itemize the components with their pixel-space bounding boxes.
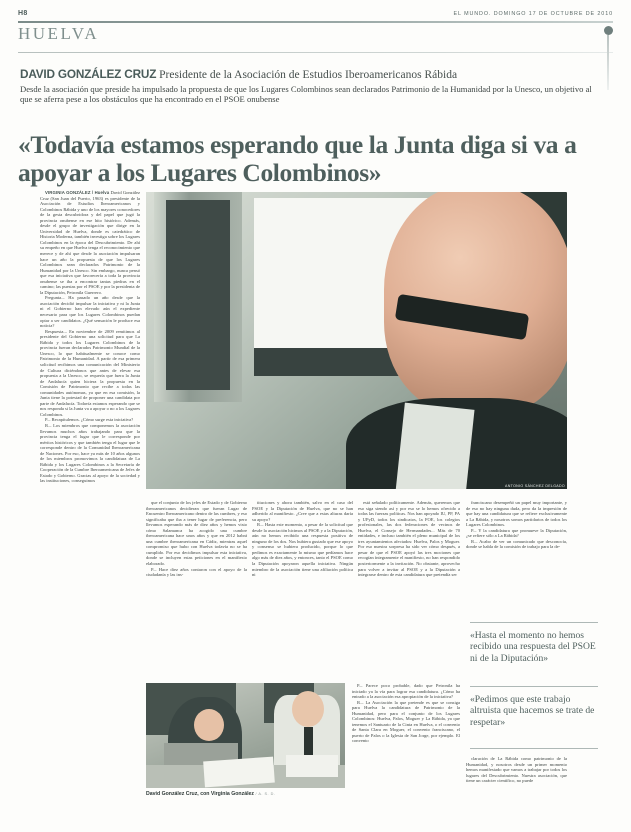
paragraph: P.– Hace diez años contaron con el apoyo de la ciudadanía y las ins- <box>146 566 247 578</box>
paragraph: R.– La Asociación la que pretende es que se consiga para Huelva la candidatura de Patrimonio de la Humanidad, pero para el conjunto de los Lugares Colombinos: Huelva, Palos, Moguer y La Rábida, ya que tenemos el Santuario de la Cinta en Huelva, o el convento de Santa Clara en Moguer, el convento franciscano, el puerto de Palos o la Iglesia de San Jorge, por ejemplo. El convento <box>352 699 460 744</box>
page-number: H8 <box>18 10 28 17</box>
main-photo <box>146 192 567 489</box>
standfirst: Desde la asociación que preside ha impulsado la propuesta de que los Lugares Colombinos sean declarados Patrimonio de la Humanidad por la Unesco, un objetivo al que se aferra pese a los obstáculos que ha encontrado en el PSOE onubense <box>20 84 592 105</box>
paragraph: R.– Hasta este momento, a pesar de la solicitud que desde la asociación hicimos al PSOE y a la Diputación, aún no hemos recibido una respuesta positiva de ninguno de los dos. Nos hubiera gustado que ese apoyo y consenso se hubiera producido, porque lo que pedimos es exactamente lo mismo que pedíamos hace algo más de diez años, y entonces, tanto el PSOE como la Diputación apoyaron aquella iniciativa. Ningún miembro de la asociación tiene una afiliación política ni <box>252 522 353 578</box>
paragraph: R.– Los miembros que componemos la asociación llevamos muchos años trabajando para que la provincia tenga el lugar que le corresponde por méritos históricos y que también tenga el lugar que le corresponde dentro de la Comunidad Iberoamericana de Naciones. Por eso, hace ya más de 10 años algunos de los miembros promovimos la candidatura de La Rábida y los Lugares Colombinos a la Secretaría de Cooperación de la Cumbre Iberoamericana de Jefes de Estado y Gobierno. Gracias al apoyo de la sociedad y las instituciones, conseguimos <box>40 422 140 484</box>
edge-marker-dot-icon <box>604 26 613 35</box>
caption-text: David González Cruz, con Virginia González <box>146 791 254 797</box>
paragraph-lead: VIRGINIA GONZÁLEZ / Huelva David González Cruz (San Juan del Puerto, 1963) es presidente de la Asociación de Estudios Iberoamericanos y Colombinos Rábida y uno de los mayores conocedores de la gesta descubridora y del papel que jugó la provincia onubense en ese hito histórico. Además, desde el grupo de investigación que dirige en la Universidad de Huelva, donde es catedrático de Historia Moderna, también investiga sobre los Lugares Colombinos en la época del Descubrimiento. De ahí su empeño en que Huelva tenga el reconocimiento que merece y de ahí que desde la asociación impulsaran hace un año la propuesta de que los Lugares Colombinos sean declarados Patrimonio de la Humanidad por la Unesco. Sin embargo, nunca pensó que esa iniciativa que favorecería a toda la provincia onubense se iba a encontrar tantas piedras en el camino; las puestas por el PSOE y por la presidenta de la Diputación, Petronila Guerrero. <box>40 190 141 295</box>
paragraph: P.– Parece poco probable, dado que Petronila ha iniciado ya la vía para lograr esa candidatura. ¿Cómo ha entrado a la asociación esa apropiación de la iniciativa? <box>352 683 460 700</box>
byline <box>20 68 596 82</box>
paragraph: está señalado políticamente. Además, queremos que eso siga siendo así y por eso se lo hemos ofrecido a todas las fuerzas políticas. Nos han apoyado IU, PP, PA y UPyD, todos los sindicatos, la FOE, los colegios profesionales, las dos federaciones de vecinos de Huelva, el Consejo de Hermandades... Más de 70 entidades, e incluso también el pleno municipal de los tres ayuntamientos afectados: Huelva, Palos y Moguer. Por eso nuestra sorpresa ha sido ver cómo después, a pesar de que el PSOE apoyó las tres mociones que recogían íntegramente el manifiesto, no han respondido posteriormente a la invitación. No obstante, aprovecho para volver a invitar al PSOE y a la Diputación a integrarse dentro de esta candidatura que pretendía ser <box>358 500 460 578</box>
body-column-3 <box>252 500 353 578</box>
caption-credit: / A. S. D. <box>255 792 276 796</box>
edge-marker-line <box>607 35 609 90</box>
pullquote-divider <box>470 686 598 687</box>
paragraph-text: David González Cruz (San Juan del Puerto, 1963) es presidente de la Asociación de Estudios Iberoamericanos y Colombinos Rábida y uno de los mayores conocedores de la gesta descubridora y del papel que jugó la provincia onubense en ese hito histórico. Además, desde el grupo de investigación que dirige en la Universidad de Huelva, donde es catedrático de Historia Moderna, también investiga sobre los Lugares Colombinos en la época del Descubrimiento. De ahí su empeño en que Huelva tenga el reconocimiento que merece y de ahí que desde la asociación impulsaran hace un año la propuesta de que los Lugares Colombinos sean declarados Patrimonio de la Humanidad por la Unesco. Sin embargo, nunca pensó que esa iniciativa que favorecería a toda la provincia onubense se iba a encontrar tantas piedras en el camino; las puestas por el PSOE y por la presidenta de la Diputación, Petronila Guerrero. <box>40 190 141 295</box>
photo-caption <box>146 791 476 797</box>
photo-credit: ANTONIO SÁNCHEZ DELGADO <box>505 484 565 488</box>
paragraph: R.– Acabo de ver un comunicado que desconocía, donde se habla de la comisión de trabajo para la de- <box>466 538 567 550</box>
paragraph: Respuesta.– En noviembre de 2009 remitimos al presidente del Gobierno una solicitud para que La Rábida y todos los Lugares Colombinos de la provincia fueran declarados Patrimonio Mundial de la Unesco, lo que habitualmente se conoce como Patrimonio de la Humanidad. A partir de esa primera solicitud recibimos una comunicación del Ministerio de Cultura diciéndonos que antes de elevar esa propuesta a la Unesco, se requería que fuera la Junta de Andalucía quien hiciera la propuesta en la Comisión de Patrimonio que recibe a todas las comunidades autónomas, ya que en esa comisión, la Junta tiene la potestad de proponer una candidata por parte de Andalucía. Todavía estamos esperando que se nos responda si la Junta va a apoyar o no a los Lugares Colombinos. <box>40 328 140 417</box>
paragraph: Pregunta.– Ha pasado un año desde que la asociación decidió impulsar la iniciativa y ni la Junta ni el Gobierno han elevado aún el expediente necesario para que los Lugares Colombinos puedan optar a ser candidatos. ¿Qué sensación le produce esa noticia? <box>40 295 140 329</box>
secondary-photo <box>146 683 345 788</box>
header-divider <box>18 52 613 53</box>
author-location: Huelva <box>94 190 110 195</box>
page-title: «Todavía estamos esperando que la Junta diga si va a apoyar a los Lugares Colombinos» <box>18 130 577 187</box>
paragraph: claración de La Rábida como patrimonio de la Humanidad, y nosotros desde un primer momento hemos manifestado que vamos a trabajar por todos los lugares del Descubrimiento. Nuestra asociación, que tiene un carácter científico, no puede <box>466 756 567 784</box>
interviewee-name: DAVID GONZÁLEZ CRUZ <box>20 67 157 81</box>
pullquote-divider <box>470 622 598 623</box>
masthead-date: EL MUNDO. DOMINGO 17 DE OCTUBRE DE 2010 <box>453 11 613 17</box>
author-name: VIRGINIA GONZÁLEZ <box>45 190 91 195</box>
paragraph: franciscano desempeñó un papel muy importante, y de eso no hay ninguna duda, pero da la impresión de que hay una candidatura que se refiere exclusivamente a La Rábida, y nosotros somos partidarios de todos los Lugares Colombinos. <box>466 500 567 528</box>
paragraph: P.– Y la candidatura que promueve la Diputación, ¿se refiere sólo a La Rábida? <box>466 527 567 539</box>
body-column-2-continued <box>352 683 460 744</box>
body-column-1 <box>40 190 140 484</box>
paragraph: tituciones y ahora también, salvo en el caso del PSOE y la Diputación de Huelva, que no se han adherido al manifiesto. ¿Cree que a estas alturas daría su apoyo? <box>252 500 353 522</box>
pull-quote-2: «Pedimos que este trabajo altruista que hacemos se trate de respetar» <box>470 694 595 728</box>
folio-rule <box>18 21 613 23</box>
folio-bar <box>18 10 613 32</box>
paragraph: P.– Recapitulemos. ¿Cómo surge esta iniciativa? <box>45 417 134 423</box>
paragraph: que el conjunto de los jefes de Estado y de Gobierno iberoamericanos decidieran que fueran Lugar de Encuentro Iberoamericano dentro de las cumbres, y eso significaba que iba a tener lugar de preferencia, pero llevamos esperando más de diez años y hemos visto cómo Salamanca ha acogido una cumbre iberoamericana hace unos años y que en 2012 habrá una cumbre iberoamericana en Cádiz, mientras aquel compromiso que hubo con Huelva todavía no se ha cumplido. Por eso decidimos impulsar esta iniciativa, donde se incluyen estas peticiones en el manifiesto elaborado. <box>146 500 248 567</box>
pullquote-divider <box>470 748 598 749</box>
body-column-5 <box>466 500 567 550</box>
interviewee-role: Presidente de la Asociación de Estudios Iberoamericanos Rábida <box>159 69 458 81</box>
pull-quote-1: «Hasta el momento no hemos recibido una respuesta del PSOE ni de la Diputación» <box>470 630 596 664</box>
body-column-5-continued <box>466 756 567 784</box>
body-column-4 <box>358 500 460 578</box>
section-title: HUELVA <box>18 24 100 43</box>
body-column-2 <box>146 500 247 578</box>
